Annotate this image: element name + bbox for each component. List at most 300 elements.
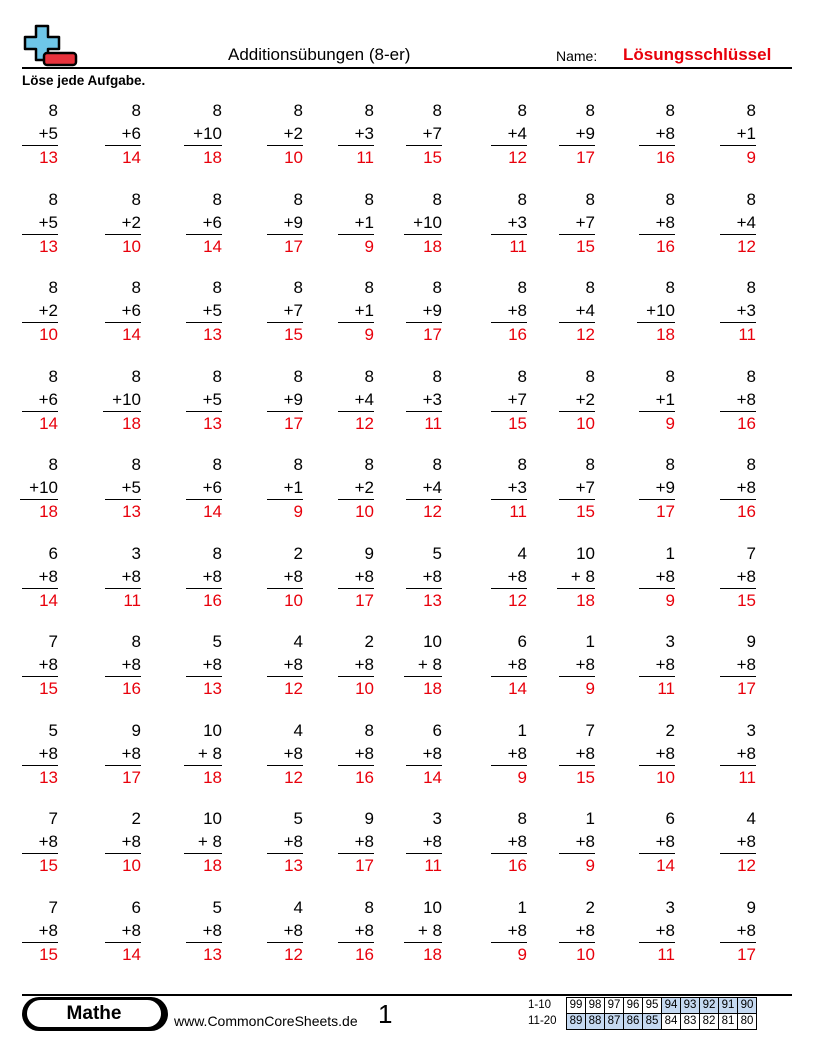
addend-top: 8 — [517, 455, 527, 474]
answer: 10 — [122, 236, 141, 256]
answer: 14 — [203, 236, 222, 256]
addend-operator: + 8 — [184, 742, 222, 766]
addition-problem — [338, 453, 374, 523]
addition-problem — [406, 365, 442, 435]
answer: 9 — [364, 325, 374, 344]
score-cell: 88 — [586, 1014, 605, 1030]
answer: 15 — [576, 502, 595, 521]
addend-operator: +7 — [267, 299, 303, 323]
answer: 18 — [122, 413, 141, 433]
addend-top: 8 — [48, 455, 58, 474]
addend-operator: +8 — [267, 653, 303, 677]
addition-problem — [105, 719, 141, 789]
answer: 11 — [657, 944, 675, 964]
addend-top: 4 — [517, 543, 527, 563]
addend-operator: +7 — [491, 388, 527, 412]
addend-operator: +8 — [559, 653, 595, 677]
answer: 9 — [585, 856, 595, 875]
answer: 12 — [423, 502, 442, 521]
addend-operator: +8 — [639, 742, 675, 766]
addition-problem — [404, 188, 442, 258]
addend-operator: +4 — [720, 211, 756, 235]
addend-top: 8 — [293, 189, 303, 209]
answer: 10 — [122, 856, 141, 875]
addend-top: 8 — [746, 189, 756, 209]
addend-top: 8 — [432, 455, 442, 474]
addend-operator: +8 — [639, 565, 675, 589]
addend-operator: +8 — [22, 653, 58, 677]
addition-problem — [22, 188, 58, 258]
addition-problem — [338, 630, 374, 700]
header-divider — [22, 67, 792, 69]
addend-top: 8 — [293, 101, 303, 120]
addition-problem — [720, 807, 756, 877]
addend-top: 8 — [212, 189, 222, 209]
answer: 14 — [39, 590, 58, 610]
answer: 10 — [39, 325, 58, 344]
addition-problem — [22, 276, 58, 346]
addend-top: 3 — [665, 632, 675, 651]
answer: 10 — [284, 590, 303, 610]
addend-top: 8 — [517, 278, 527, 297]
answer: 10 — [355, 502, 374, 521]
addend-top: 5 — [293, 809, 303, 828]
addend-operator: +4 — [559, 299, 595, 323]
addend-top: 4 — [746, 809, 756, 828]
addition-problem — [404, 630, 442, 700]
answer: 9 — [517, 944, 527, 964]
addition-problem — [22, 719, 58, 789]
addition-problem — [639, 99, 675, 169]
addend-operator: +8 — [406, 742, 442, 766]
addend-operator: +8 — [639, 919, 675, 943]
addend-operator: +8 — [186, 919, 222, 943]
score-row-label: 11-20 — [528, 1015, 557, 1027]
answer: 12 — [737, 236, 756, 256]
addend-top: 2 — [131, 809, 141, 828]
addend-top: 8 — [585, 278, 595, 297]
addend-top: 7 — [746, 543, 756, 563]
addend-top: 8 — [131, 101, 141, 120]
addend-top: 8 — [432, 366, 442, 386]
addend-operator: +1 — [639, 388, 675, 412]
score-cell: 87 — [605, 1014, 624, 1030]
addition-problem — [20, 453, 58, 523]
addend-operator: +8 — [406, 830, 442, 854]
addition-problem — [406, 276, 442, 346]
name-value: Lösungsschlüssel — [623, 45, 772, 64]
answer: 11 — [509, 502, 527, 521]
addition-problem — [406, 453, 442, 523]
addition-problem — [720, 453, 756, 523]
addend-operator: +3 — [491, 211, 527, 235]
answer: 13 — [423, 590, 442, 610]
addition-problem — [559, 630, 595, 700]
addend-top: 8 — [293, 455, 303, 474]
addition-problem — [22, 896, 58, 966]
addition-problem — [559, 453, 595, 523]
answer: 15 — [508, 413, 527, 433]
addend-top: 8 — [432, 278, 442, 297]
addend-top: 5 — [432, 543, 442, 563]
answer: 13 — [203, 944, 222, 964]
addend-operator: +10 — [20, 476, 58, 500]
addend-top: 1 — [585, 809, 595, 828]
addend-top: 4 — [293, 897, 303, 917]
addition-problem — [639, 188, 675, 258]
addend-top: 6 — [432, 720, 442, 740]
addend-top: 9 — [364, 543, 374, 563]
addend-operator: +8 — [491, 919, 527, 943]
answer: 18 — [203, 148, 222, 167]
answer: 18 — [423, 679, 442, 698]
addend-operator: +5 — [22, 211, 58, 235]
addition-problem — [105, 896, 141, 966]
addition-problem — [559, 276, 595, 346]
answer: 9 — [665, 413, 675, 433]
addition-problem — [267, 365, 303, 435]
addend-operator: +1 — [338, 299, 374, 323]
addend-top: 3 — [131, 543, 141, 563]
answer: 11 — [509, 236, 527, 256]
addend-operator: +8 — [639, 830, 675, 854]
answer: 10 — [576, 413, 595, 433]
answer: 9 — [364, 236, 374, 256]
addend-top: 6 — [131, 897, 141, 917]
answer: 11 — [738, 767, 756, 787]
addend-top: 8 — [131, 632, 141, 651]
addend-operator: +8 — [105, 919, 141, 943]
addend-top: 5 — [48, 720, 58, 740]
addition-problem — [491, 896, 527, 966]
answer: 15 — [576, 767, 595, 787]
answer: 14 — [508, 679, 527, 698]
addend-top: 10 — [423, 897, 442, 917]
addition-problem — [184, 99, 222, 169]
addend-top: 8 — [364, 278, 374, 297]
answer: 11 — [424, 856, 442, 875]
addend-operator: +2 — [105, 211, 141, 235]
addend-top: 8 — [212, 455, 222, 474]
addition-problem — [559, 896, 595, 966]
addend-operator: +3 — [406, 388, 442, 412]
addition-problem — [186, 630, 222, 700]
addition-problem — [720, 542, 756, 612]
addition-problem — [105, 630, 141, 700]
addend-top: 3 — [746, 720, 756, 740]
answer: 17 — [284, 413, 303, 433]
addition-problem — [267, 99, 303, 169]
addend-top: 8 — [131, 278, 141, 297]
addend-operator: + 8 — [404, 653, 442, 677]
addition-problem — [720, 365, 756, 435]
addition-problem — [338, 188, 374, 258]
answer: 12 — [284, 767, 303, 787]
addend-operator: +5 — [186, 299, 222, 323]
site-url: www.CommonCoreSheets.de — [174, 1013, 358, 1029]
score-cell: 86 — [624, 1014, 643, 1030]
addition-problem — [338, 542, 374, 612]
addend-top: 9 — [746, 897, 756, 917]
addition-problem — [637, 276, 675, 346]
addend-top: 8 — [131, 455, 141, 474]
addend-top: 9 — [364, 809, 374, 828]
addend-top: 8 — [665, 455, 675, 474]
answer: 13 — [203, 679, 222, 698]
addition-problem — [406, 99, 442, 169]
answer: 12 — [508, 590, 527, 610]
addition-problem — [186, 188, 222, 258]
score-row-label: 1-10 — [528, 999, 552, 1011]
addition-problem — [639, 630, 675, 700]
addend-top: 10 — [423, 632, 442, 651]
addend-operator: +7 — [559, 211, 595, 235]
addend-operator: +8 — [105, 653, 141, 677]
addend-top: 8 — [665, 366, 675, 386]
addend-top: 8 — [364, 189, 374, 209]
score-cell: 97 — [605, 998, 624, 1014]
addend-top: 6 — [665, 809, 675, 828]
score-cell: 96 — [624, 998, 643, 1014]
addend-top: 8 — [746, 366, 756, 386]
addend-operator: +2 — [338, 476, 374, 500]
addend-top: 8 — [746, 101, 756, 120]
addend-operator: +6 — [105, 299, 141, 323]
addend-top: 8 — [665, 101, 675, 120]
answer: 13 — [203, 413, 222, 433]
addend-top: 8 — [364, 897, 374, 917]
addend-top: 8 — [585, 189, 595, 209]
addend-operator: +3 — [338, 122, 374, 146]
addend-operator: +9 — [267, 211, 303, 235]
answer: 15 — [737, 590, 756, 610]
answer: 13 — [122, 502, 141, 521]
answer: 18 — [423, 236, 442, 256]
addend-operator: +8 — [338, 919, 374, 943]
answer: 12 — [355, 413, 374, 433]
addend-operator: +8 — [105, 742, 141, 766]
addition-problem — [267, 276, 303, 346]
addend-top: 8 — [585, 366, 595, 386]
addend-operator: +4 — [406, 476, 442, 500]
addend-top: 8 — [746, 455, 756, 474]
addend-top: 8 — [665, 278, 675, 297]
addend-operator: +6 — [105, 122, 141, 146]
addend-top: 1 — [585, 632, 595, 651]
addition-problem — [103, 365, 141, 435]
addition-problem — [338, 99, 374, 169]
addend-top: 8 — [212, 543, 222, 563]
addend-operator: +8 — [186, 653, 222, 677]
answer: 16 — [355, 944, 374, 964]
addend-top: 5 — [212, 897, 222, 917]
addend-operator: +6 — [186, 476, 222, 500]
addend-top: 8 — [364, 720, 374, 740]
answer: 16 — [737, 502, 756, 521]
addend-operator: +8 — [338, 565, 374, 589]
score-cell: 94 — [662, 998, 681, 1014]
answer: 10 — [576, 944, 595, 964]
addend-top: 7 — [48, 632, 58, 651]
answer: 9 — [517, 767, 527, 787]
subject-label: Mathe — [27, 1000, 161, 1027]
addition-problem — [186, 542, 222, 612]
addend-top: 1 — [517, 720, 527, 740]
instruction-text: Löse jede Aufgabe. — [22, 73, 146, 88]
addend-operator: +8 — [186, 565, 222, 589]
addend-operator: +8 — [22, 742, 58, 766]
addition-problem — [404, 896, 442, 966]
addend-operator: +6 — [186, 211, 222, 235]
addend-operator: +9 — [559, 122, 595, 146]
addend-top: 2 — [585, 897, 595, 917]
addition-problem — [184, 807, 222, 877]
addition-problem — [557, 542, 595, 612]
addend-operator: +7 — [559, 476, 595, 500]
addition-problem — [22, 630, 58, 700]
addition-problem — [720, 896, 756, 966]
addend-operator: +10 — [637, 299, 675, 323]
addend-operator: +8 — [491, 299, 527, 323]
addend-operator: + 8 — [557, 565, 595, 589]
addend-operator: +8 — [720, 565, 756, 589]
addend-top: 8 — [517, 366, 527, 386]
answer: 14 — [122, 325, 141, 344]
answer: 15 — [39, 944, 58, 964]
answer: 10 — [656, 767, 675, 787]
addition-problem — [406, 719, 442, 789]
answer: 16 — [508, 325, 527, 344]
score-cell: 99 — [567, 998, 586, 1014]
addend-top: 8 — [293, 278, 303, 297]
addition-problem — [720, 630, 756, 700]
addend-operator: +8 — [105, 830, 141, 854]
addend-top: 10 — [576, 543, 595, 563]
addend-operator: +8 — [720, 653, 756, 677]
addition-problem — [720, 719, 756, 789]
addend-operator: +8 — [22, 830, 58, 854]
addition-problem — [491, 630, 527, 700]
answer: 16 — [737, 413, 756, 433]
answer: 14 — [39, 413, 58, 433]
addend-operator: +8 — [639, 653, 675, 677]
addend-operator: +2 — [559, 388, 595, 412]
addend-top: 9 — [746, 632, 756, 651]
score-cell: 89 — [567, 1014, 586, 1030]
addition-problem — [491, 99, 527, 169]
addend-top: 8 — [517, 101, 527, 120]
answer: 18 — [423, 944, 442, 964]
addend-top: 8 — [212, 366, 222, 386]
addend-top: 8 — [131, 189, 141, 209]
addition-problem — [491, 453, 527, 523]
answer: 14 — [122, 148, 141, 167]
addend-top: 2 — [364, 632, 374, 651]
addition-problem — [720, 276, 756, 346]
answer: 12 — [576, 325, 595, 344]
answer: 17 — [355, 590, 374, 610]
addition-problem — [491, 542, 527, 612]
addend-operator: +8 — [639, 122, 675, 146]
addition-problem — [267, 542, 303, 612]
addend-operator: +6 — [22, 388, 58, 412]
addition-problem — [186, 896, 222, 966]
addition-problem — [105, 807, 141, 877]
addend-top: 8 — [665, 189, 675, 209]
answer: 16 — [203, 590, 222, 610]
answer: 9 — [746, 148, 756, 167]
answer: 18 — [576, 590, 595, 610]
addend-operator: +8 — [720, 830, 756, 854]
answer: 9 — [293, 502, 303, 521]
addend-operator: +1 — [720, 122, 756, 146]
answer: 18 — [203, 856, 222, 875]
answer: 13 — [203, 325, 222, 344]
addend-operator: +8 — [720, 388, 756, 412]
score-cell: 81 — [719, 1014, 738, 1030]
score-cell: 84 — [662, 1014, 681, 1030]
addend-top: 7 — [585, 720, 595, 740]
answer: 11 — [738, 325, 756, 344]
score-cell: 95 — [643, 998, 662, 1014]
answer: 12 — [508, 148, 527, 167]
answer: 17 — [737, 679, 756, 698]
addition-problem — [105, 188, 141, 258]
addend-operator: +10 — [184, 122, 222, 146]
addend-operator: +2 — [267, 122, 303, 146]
addend-operator: +8 — [491, 653, 527, 677]
addend-operator: +8 — [267, 565, 303, 589]
addend-operator: +8 — [22, 565, 58, 589]
answer: 10 — [355, 679, 374, 698]
addend-operator: +8 — [267, 919, 303, 943]
addend-top: 8 — [131, 366, 141, 386]
answer: 16 — [122, 679, 141, 698]
answer: 12 — [737, 856, 756, 875]
addend-operator: +8 — [559, 919, 595, 943]
page-number: 1 — [378, 999, 393, 1029]
addition-problem — [105, 276, 141, 346]
answer: 10 — [284, 148, 303, 167]
addition-problem — [639, 719, 675, 789]
plus-minus-logo-icon — [22, 24, 78, 68]
addend-top: 9 — [131, 720, 141, 740]
addend-operator: +5 — [186, 388, 222, 412]
addend-top: 3 — [432, 809, 442, 828]
score-cell: 82 — [700, 1014, 719, 1030]
addend-operator: +8 — [491, 742, 527, 766]
addend-top: 1 — [665, 543, 675, 563]
addend-operator: +8 — [338, 830, 374, 854]
answer: 15 — [576, 236, 595, 256]
addition-problem — [559, 188, 595, 258]
addition-problem — [186, 453, 222, 523]
answer: 15 — [39, 679, 58, 698]
addend-operator: +8 — [267, 742, 303, 766]
addition-problem — [491, 719, 527, 789]
addend-top: 8 — [212, 101, 222, 120]
addition-problem — [720, 99, 756, 169]
addend-top: 1 — [517, 897, 527, 917]
answer: 15 — [423, 148, 442, 167]
score-cell: 91 — [719, 998, 738, 1014]
addition-problem — [491, 365, 527, 435]
answer: 16 — [355, 767, 374, 787]
addend-operator: +8 — [22, 919, 58, 943]
addend-operator: +8 — [105, 565, 141, 589]
answer: 12 — [284, 944, 303, 964]
addition-problem — [267, 630, 303, 700]
